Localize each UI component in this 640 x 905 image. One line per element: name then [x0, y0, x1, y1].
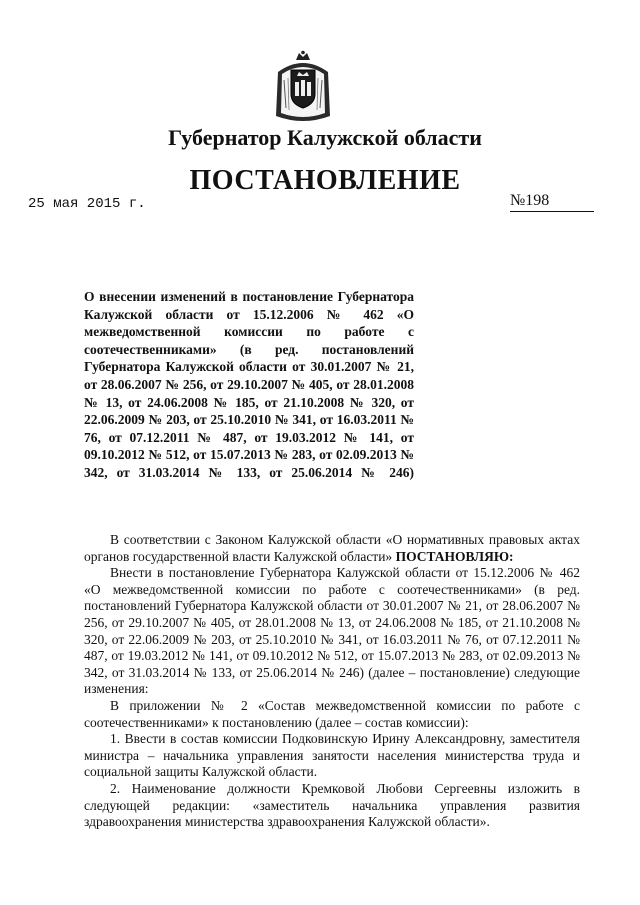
preamble-text: В соответствии с Законом Калужской области «О нормативных правовых актах органов государственной власти Калужской области»	[84, 532, 580, 564]
number-value: 198	[525, 192, 550, 209]
preamble-paragraph	[84, 532, 580, 565]
document-subject: О внесении изменений в постановление Губернатора Калужской области от 15.12.2006 № 462 «О межведомственной комиссии по работе с соотечественниками» (в ред. постановлений Губернатора Калужской области от 30.01.2007 № 21, от 28.06.2007 № 256, от 29.10.2007 № 405, от 28.01.2008 № 13, от 24.06.2008 № 185, от 21.10.2008 № 320, от 22.06.2009 № 203, от 25.10.2010 № 341, от 16.03.2011 № 76, от 07.12.2011 № 487, от 19.03.2012 № 141, от 09.10.2012 № 512, от 15.07.2013 № 283, от 02.09.2013 № 342, от 31.03.2014 № 133, от 25.06.2014 № 246)	[84, 289, 414, 480]
body-paragraph: В приложении № 2 «Состав межведомственной комиссии по работе с соотечественниками» к постановлению (далее – состав комиссии):	[84, 697, 580, 730]
number-sign: №	[510, 192, 526, 209]
document-number	[510, 192, 594, 212]
body-paragraph: Внести в постановление Губернатора Калужской области от 15.12.2006 № 462 «О межведомственной комиссии по работе с соотечественниками» (в ред. постановлений Губернатора Калужской области от 30.01.2007 № 21, от 28.06.2007 № 256, от 29.10.2007 № 405, от 28.01.2008 № 13, от 24.06.2008 № 185, от 21.10.2008 № 320, от 22.06.2009 № 203, от 25.10.2010 № 341, от 16.03.2011 № 76, от 07.12.2011 № 487, от 19.03.2012 № 141, от 09.10.2012 № 512, от 15.07.2013 № 283, от 02.09.2013 № 342, от 31.03.2014 № 133, от 25.06.2014 № 246) (далее – постановление) следующие изменения:	[84, 565, 580, 697]
decree-word: ПОСТАНОВЛЯЮ:	[395, 548, 514, 564]
body-paragraph: 2. Наименование должности Кремковой Любови Сергеевны изложить в следующей редакции: «заместитель начальника управления развития здравоохранения министерства здравоохранения Калужской области».	[84, 780, 580, 830]
issuing-authority: Губернатор Калужской области	[168, 125, 482, 150]
document-type-title: ПОСТАНОВЛЕНИЕ	[189, 165, 461, 196]
coat-of-arms-icon	[272, 50, 334, 126]
document-date: 25 мая 2015 г.	[28, 196, 146, 212]
body-paragraph: 1. Ввести в состав комиссии Подковинскую Ирину Александровну, заместителя министра – начальника управления занятости населения министерства труда и социальной защиты Калужской области.	[84, 731, 580, 780]
document-body	[84, 532, 580, 831]
